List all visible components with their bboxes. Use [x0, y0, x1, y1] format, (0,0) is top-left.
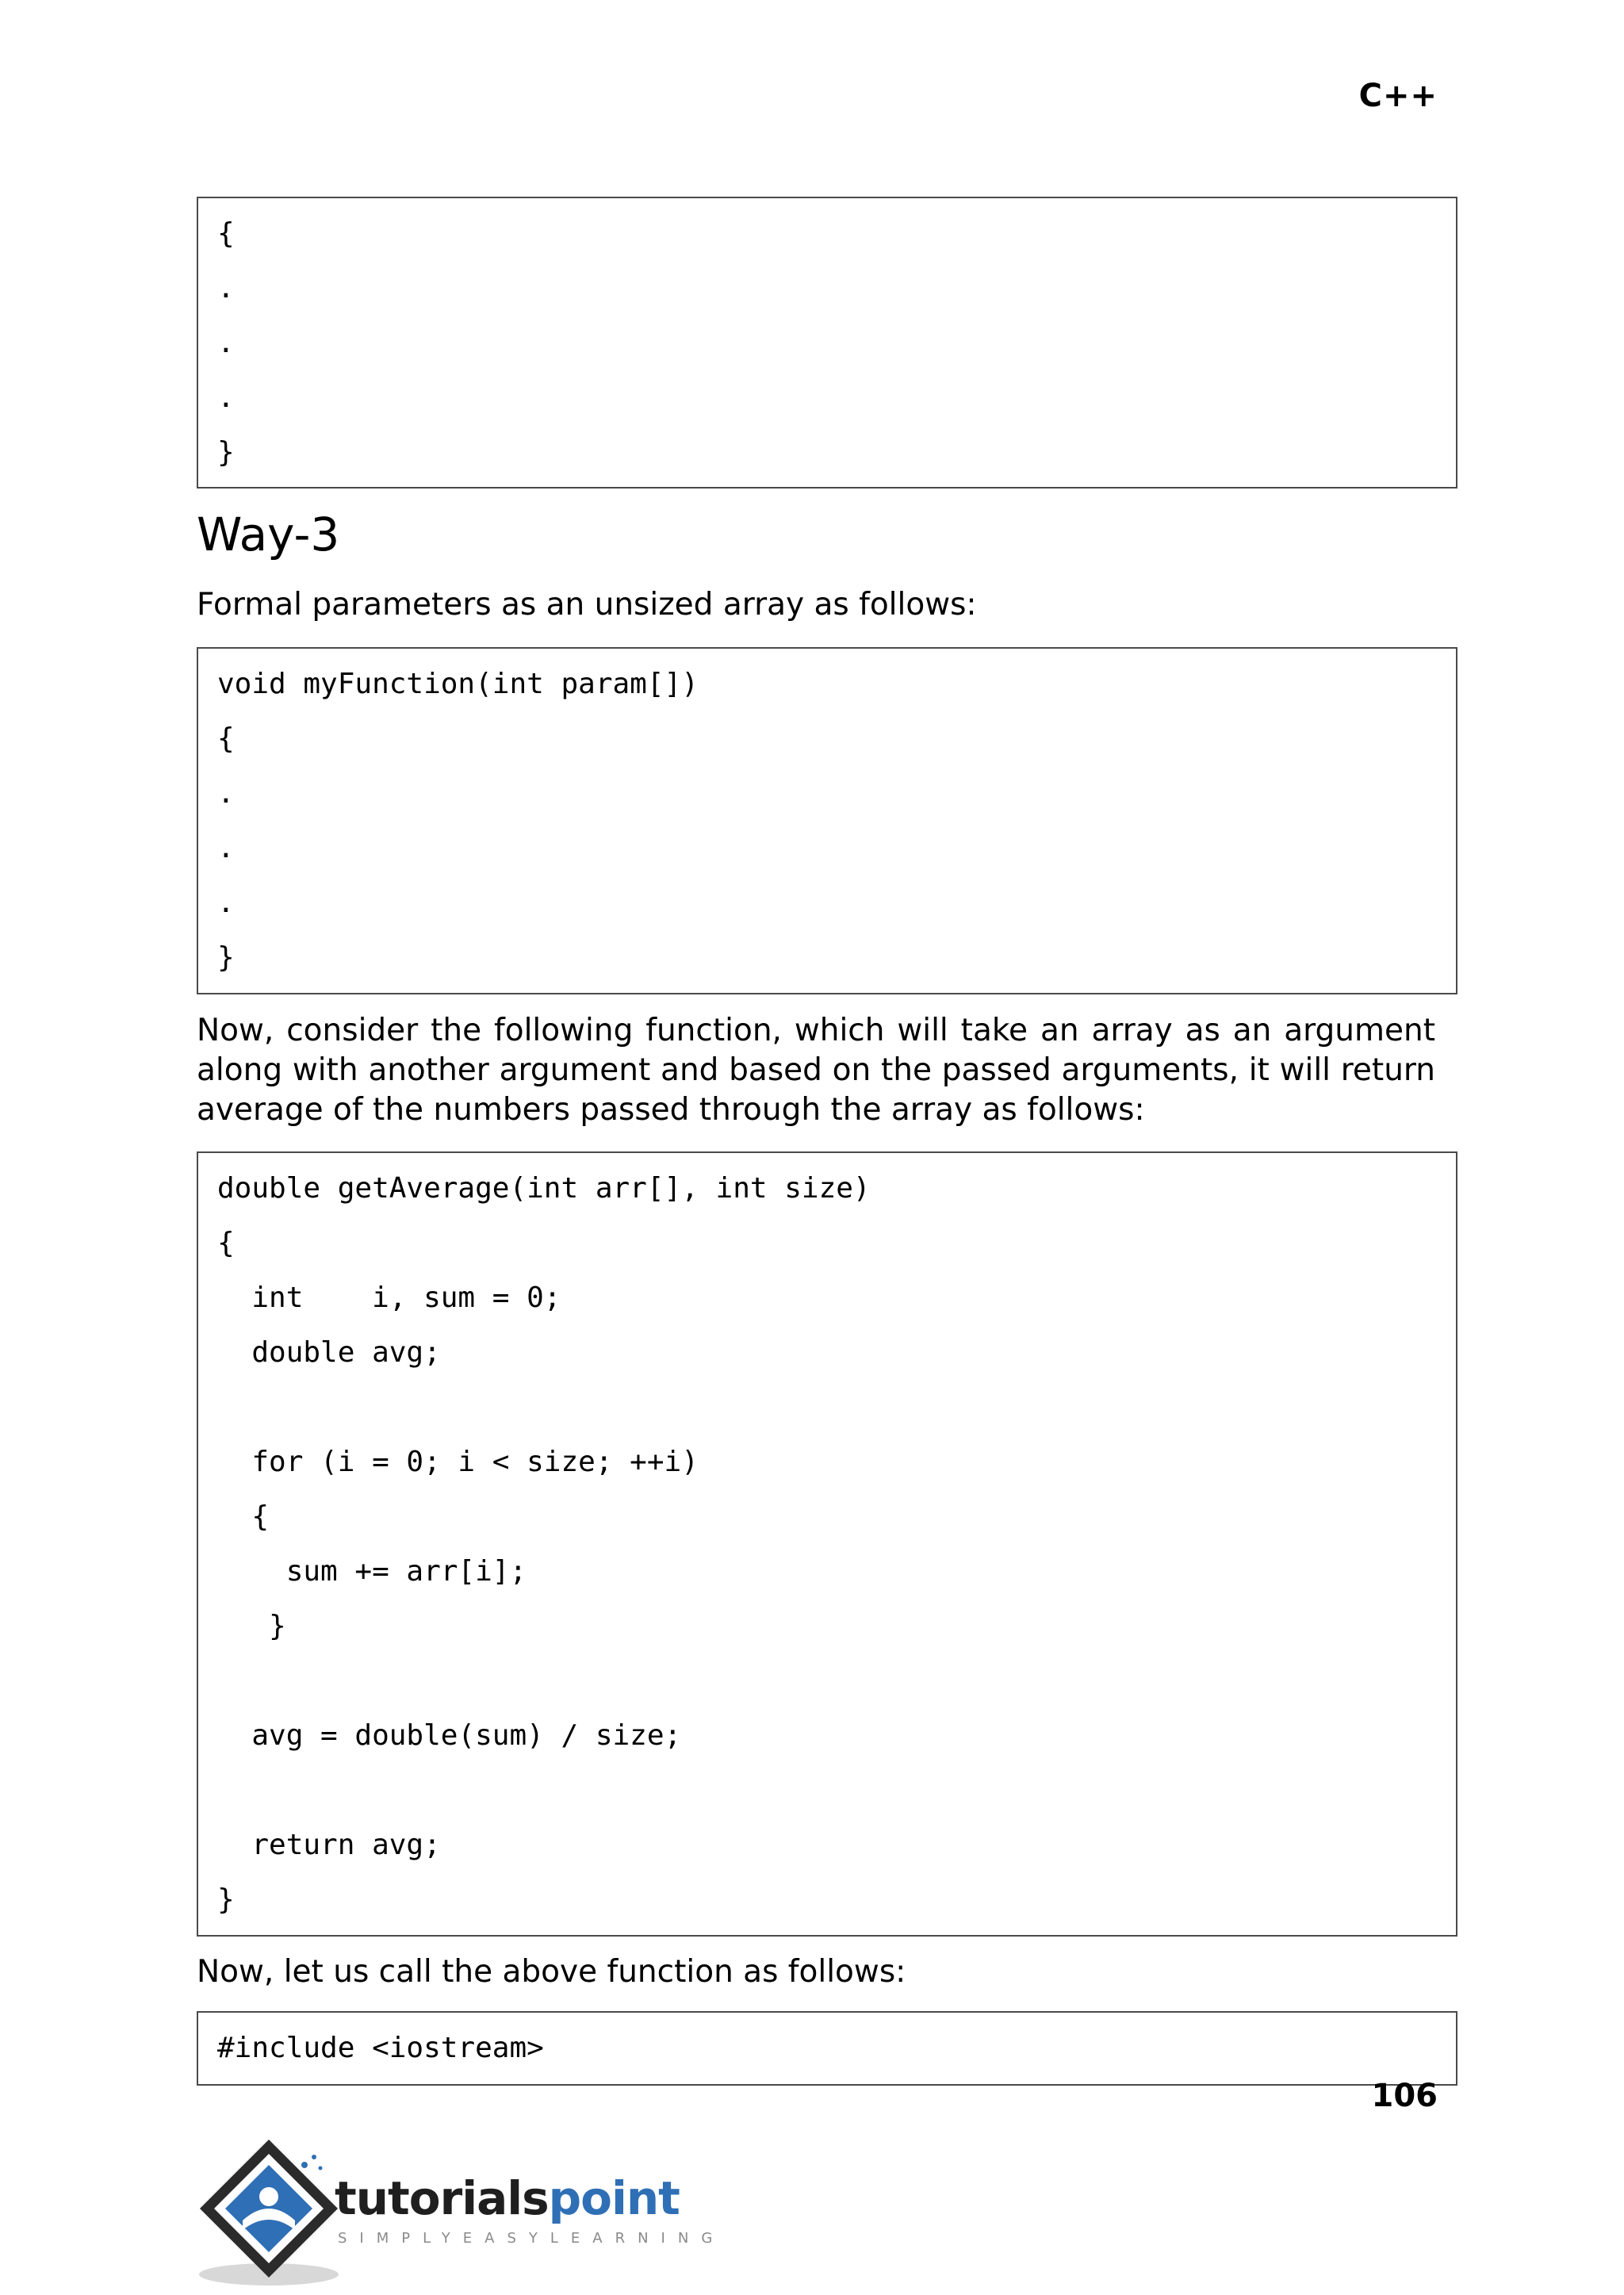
- code-line: .: [217, 777, 235, 810]
- description-paragraph: Now, consider the following function, which will take an array as an argument along with another argument and based on the passed arguments, it will return average of the numbers passed through the array as follows:: [197, 1013, 1435, 1128]
- code-line: .: [217, 327, 235, 359]
- running-header-title: C++: [1358, 78, 1438, 114]
- section-heading: Way-3: [197, 508, 340, 561]
- tutorialspoint-logo: [193, 2133, 726, 2292]
- code-line: }: [217, 1610, 286, 1642]
- intro-paragraph: Formal parameters as an unsized array as follows:: [197, 587, 977, 623]
- code-line: .: [217, 381, 235, 414]
- code-line: [217, 1388, 1437, 1443]
- code-line: void myFunction(int param[]): [217, 668, 699, 700]
- code-block-3: [197, 1151, 1457, 1937]
- call-intro-paragraph: Now, let us call the above function as follows:: [197, 1954, 906, 1990]
- code-line: {: [217, 722, 235, 755]
- code-line: {: [217, 217, 235, 250]
- code-block-1: [197, 197, 1457, 489]
- logo-word-tutorials: tutorials: [335, 2171, 549, 2225]
- page-number: 106: [1371, 2078, 1438, 2114]
- code-line: sum += arr[i];: [217, 1555, 527, 1588]
- logo-wordmark: [335, 2171, 680, 2225]
- code-line: {: [217, 1500, 270, 1533]
- code-line: double getAverage(int arr[], int size): [217, 1172, 871, 1205]
- code-line: for (i = 0; i < size; ++i): [217, 1446, 699, 1478]
- code-line: {: [217, 1227, 235, 1259]
- code-line: .: [217, 272, 235, 305]
- logo-diamond-icon: [193, 2133, 352, 2292]
- code-line: [217, 1771, 1437, 1826]
- code-line: }: [217, 1883, 235, 1916]
- code-line: double avg;: [217, 1336, 441, 1369]
- logo-tagline: SIMPLYEASYLEARNING: [338, 2230, 726, 2247]
- code-line: avg = double(sum) / size;: [217, 1719, 682, 1752]
- code-line: }: [217, 436, 235, 469]
- code-block-2: [197, 647, 1457, 994]
- code-line: int i, sum = 0;: [217, 1282, 561, 1314]
- code-line: }: [217, 941, 235, 974]
- code-line: .: [217, 887, 235, 919]
- code-line: return avg;: [217, 1829, 441, 1861]
- logo-word-point: point: [548, 2171, 680, 2225]
- code-line: [217, 1661, 1437, 1716]
- code-block-4: [197, 2011, 1457, 2086]
- code-line: #include <iostream>: [217, 2032, 544, 2064]
- code-line: .: [217, 832, 235, 864]
